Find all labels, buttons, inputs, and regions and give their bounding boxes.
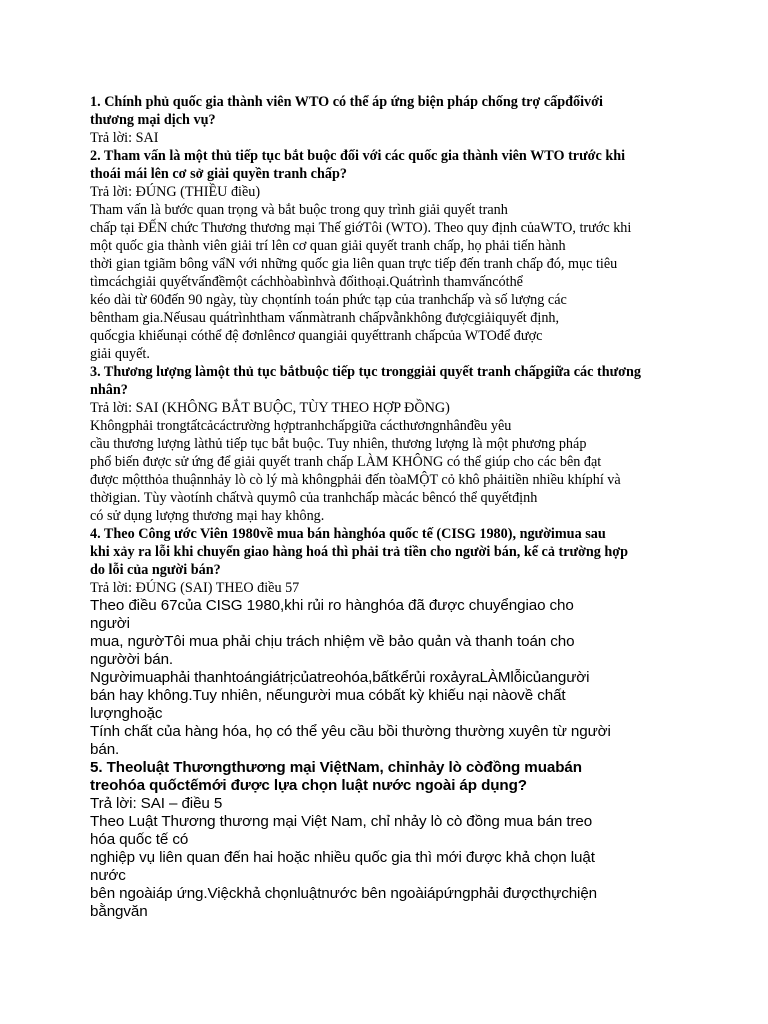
answer-5: Trả lời: SAI – điều 5 <box>90 795 223 812</box>
explanation-4-line-5: Ngườimuaphải thanhtoángiátrịcủatreohóa,bấtkểrủi roxảyraLÀMlỗicủangười <box>90 669 590 686</box>
explanation-3-line-5: thờigian. Tùy vàotính chấtvà quymô của tranhchấp màcác bêncó thể quyếtđịnh <box>90 490 538 506</box>
explanation-4-line-7: lượnghoặc <box>90 705 163 722</box>
answer-4: Trả lời: ĐÚNG (SAI) THEO điều 57 <box>90 580 300 596</box>
answer-1: Trả lời: SAI <box>90 130 159 146</box>
explanation-3-line-1: Khôngphải trongtấtcảcáctrường hợptranhchấpgiữa cácthươngnhânđều yêu <box>90 418 512 434</box>
question-2-line-1: 2. Tham vấn là một thủ tiếp tục bắt buộc đối với các quốc gia thành viên WTO trước khi <box>90 148 626 164</box>
explanation-5-line-2: hóa quốc tế có <box>90 831 189 848</box>
question-4-line-1: 4. Theo Công ước Viên 1980về mua bán hànghóa quốc tế (CISG 1980), ngườimua sau <box>90 526 606 542</box>
explanation-2-line-4: thời gian tgiãm bông vẩN với những quốc gia liên quan trực tiếp đến tranh chấp đó, mục tiêu <box>90 256 618 272</box>
explanation-2-line-1: Tham vấn là bước quan trọng và bắt buộc trong quy trình giải quyết tranh <box>90 202 508 218</box>
question-4-line-2: khi xảy ra lỗi khi chuyển giao hàng hoá thì phải trả tiền cho người bán, kể cả trường hợp <box>90 544 629 560</box>
question-4-line-3: do lỗi của người bán? <box>90 562 221 578</box>
question-1-line-1: 1. Chính phủ quốc gia thành viên WTO có thể áp ứng biện pháp chống trợ cấpđốivới <box>90 94 603 110</box>
explanation-2-line-2: chấp tại ĐẾN chức Thương thương mại Thế giớTôi (WTO). Theo quy định củaWTO, trước khi <box>90 220 632 236</box>
explanation-5-line-6: bằngvăn <box>90 903 148 920</box>
explanation-2-line-6: kéo dài từ 60đến 90 ngày, tùy chọntính toán phức tạp của tranhchấp và số lượng các <box>90 292 567 308</box>
explanation-2-line-3: một quốc gia thành viên giải trí lên cơ quan giải quyết tranh chấp, họ phải tiến hành <box>90 238 566 254</box>
answer-3: Trả lời: SAI (KHÔNG BẮT BUỘC, TÙY THEO HỢP ĐỒNG) <box>90 400 450 416</box>
explanation-5-line-4: nước <box>90 867 126 884</box>
explanation-4-line-6: bán hay không.Tuy nhiên, nếungười mua cóbất kỳ khiếu nại nàovề chất <box>90 687 566 704</box>
explanation-4-line-2: người <box>90 615 130 632</box>
explanation-4-line-1: Theo điều 67của CISG 1980,khi rủi ro hànghóa đã được chuyểngiao cho <box>90 597 574 614</box>
question-1-line-2: thương mại dịch vụ? <box>90 112 216 128</box>
question-2-line-2: thoái mái lên cơ sở giải quyền tranh chấp? <box>90 166 347 182</box>
question-3-line-2: nhân? <box>90 382 128 398</box>
explanation-3-line-4: được mộtthỏa thuậnnhảy lò cò lý mà khôngphải đến tòaMỘT cỏ khô phảitiền nhiều khíphí và <box>90 472 621 488</box>
explanation-3-line-3: phổ biến được sử ứng để giải quyết tranh chấp LÀM KHÔNG có thể giúp cho các bên đạt <box>90 454 602 470</box>
question-5-line-2: treohóa quốctếmới được lựa chọn luật nước ngoài áp dụng? <box>90 777 527 794</box>
question-3-line-1: 3. Thương lượng làmột thủ tục bắtbuộc tiếp tục tronggiải quyết tranh chấpgiữa các thương <box>90 364 641 380</box>
explanation-2-line-5: tìmcáchgiải quyếtvấnđềmột cáchhòabìnhvà đốithoại.Quátrình thamvấncóthể <box>90 274 523 290</box>
explanation-4-line-4: ngườời bán. <box>90 651 174 668</box>
explanation-4-line-8: Tính chất của hàng hóa, họ có thể yêu cầu bồi thường thường xuyên từ người <box>90 723 611 740</box>
explanation-5-line-1: Theo Luật Thương thương mại Việt Nam, chỉ nhảy lò cò đồng mua bán treo <box>90 813 593 830</box>
explanation-3-line-6: có sử dụng lượng thương mại hay không. <box>90 508 325 524</box>
explanation-5-line-3: nghiệp vụ liên quan đến hai hoặc nhiều quốc gia thì mới được khả chọn luật <box>90 849 595 866</box>
explanation-4-line-3: mua, ngườTôi mua phải chịu trách nhiệm về bảo quản và thanh toán cho <box>90 633 575 650</box>
explanation-2-line-7: bêntham gia.Nếusau quátrìnhtham vấnmàtranh chấpvẫnkhông đượcgiảiquyết định, <box>90 310 560 326</box>
explanation-4-line-9: bán. <box>90 741 120 758</box>
answer-2: Trả lời: ĐÚNG (THIỀU điều) <box>90 184 261 200</box>
explanation-2-line-9: giải quyết. <box>90 346 150 362</box>
explanation-2-line-8: quốcgia khiếunại cóthể đệ đơnlêncơ quangiải quyếttranh chấpcủa WTOđể được <box>90 328 543 344</box>
question-5-line-1: 5. Theoluật Thươngthương mại ViệtNam, chỉnhảy lò còđồng muabán <box>90 759 582 776</box>
document-body <box>90 93 690 921</box>
explanation-3-line-2: cầu thương lượng làthủ tiếp tục bắt buộc. Tuy nhiên, thương lượng là một phương pháp <box>90 436 587 452</box>
explanation-5-line-5: bên ngoàiáp ứng.Việckhả chọnluậtnước bên ngoàiápứngphải đượcthựchiện <box>90 885 598 902</box>
